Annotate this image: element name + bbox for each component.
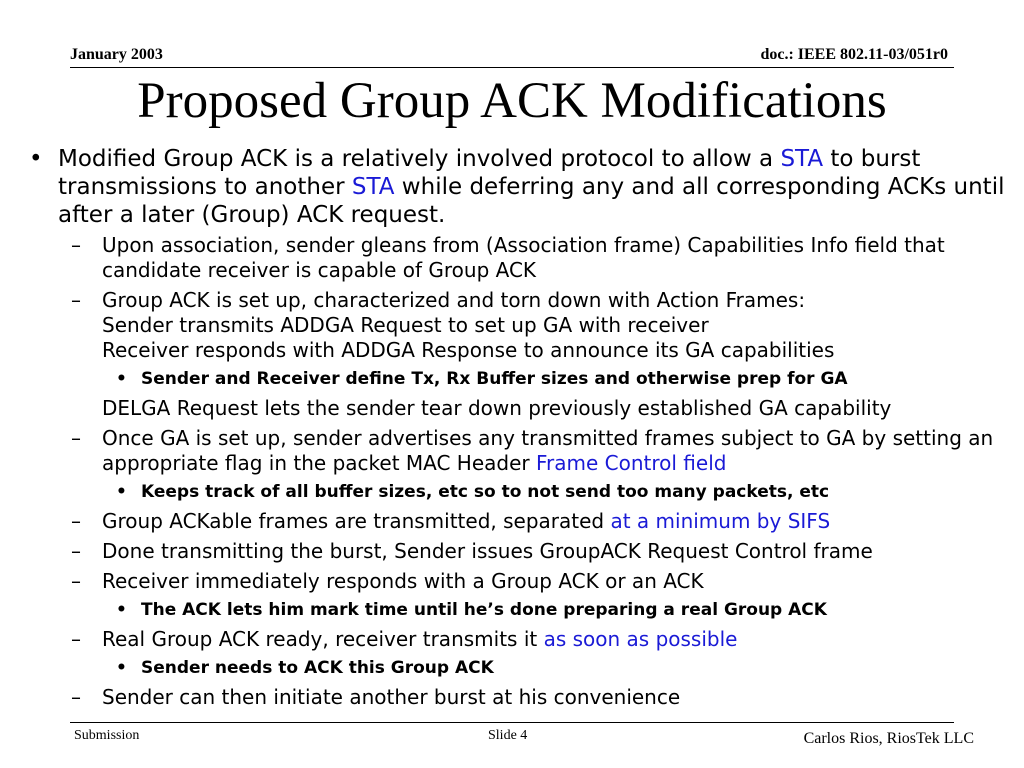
sub-bullet-advertise: [18, 426, 1008, 476]
subsub-bullet-track-buffers: [18, 481, 1008, 503]
sifs-text: at a minimum by SIFS: [610, 509, 831, 533]
subsub-bullet-mark-time: [18, 599, 1008, 621]
frame-control-field-text: Frame Control field: [535, 451, 727, 475]
footer-slide-number: Slide 4: [488, 728, 528, 743]
sub-bullet-line: Receiver responds with ADDGA Response to announce its GA capabilities: [102, 338, 835, 362]
header-date: January 2003: [70, 46, 163, 63]
sub-bullet-action-frames: [18, 288, 1008, 363]
header-doc-number: doc.: IEEE 802.11-03/051r0: [760, 46, 948, 63]
dash-marker: –: [71, 288, 81, 312]
footer-divider: [70, 722, 954, 723]
subsub-bullet-text: Sender and Receiver define Tx, Rx Buffer sizes and otherwise prep for GA: [141, 369, 848, 389]
bullet-marker: •: [116, 369, 127, 389]
main-text-b: to burst transmissions to another: [58, 146, 921, 200]
dash-marker: –: [71, 627, 81, 651]
footer-submission: Submission: [74, 728, 140, 743]
sub-bullet-text: Receiver immediately responds with a Group ACK or an ACK: [102, 569, 704, 593]
main-text-a: Modified Group ACK is a relatively involved protocol to allow a: [58, 146, 781, 172]
sub-bullet-line: Group ACK is set up, characterized and torn down with Action Frames:: [102, 288, 806, 312]
sub-bullet-text: Group ACKable frames are transmitted, separated: [102, 509, 611, 533]
subsub-bullet-text: The ACK lets him mark time until he’s done preparing a real Group ACK: [141, 600, 827, 620]
subsub-bullet-text: Sender needs to ACK this Group ACK: [141, 658, 494, 678]
delga-continuation: DELGA Request lets the sender tear down previously established GA capability: [102, 396, 892, 420]
sub-bullet-transmitted: [18, 509, 1008, 534]
slide-title: Proposed Group ACK Modifications: [137, 73, 887, 129]
main-sta-1: STA: [780, 146, 824, 172]
bullet-marker: •: [29, 146, 43, 172]
dash-marker: –: [71, 539, 81, 563]
bullet-marker: •: [116, 658, 127, 678]
sub-bullet-text: Upon association, sender gleans from (Association frame) Capabilities Info field that candidate receiver is capable of Group ACK: [102, 233, 945, 282]
dash-marker: –: [71, 685, 81, 709]
sub-bullet-real-group-ack: [18, 627, 1008, 652]
dash-marker: –: [71, 426, 81, 450]
dash-marker: –: [71, 233, 81, 257]
asap-text: as soon as possible: [543, 627, 738, 651]
sub-bullet-association: [18, 233, 1008, 283]
bullet-marker: •: [116, 600, 127, 620]
header-divider: [70, 67, 954, 68]
main-text-c: while deferring any and all corresponding ACKs until after a later (Group) ACK request.: [58, 174, 1005, 228]
main-bullet: [18, 145, 1008, 229]
sub-bullet-text: Real Group ACK ready, receiver transmits it: [102, 627, 544, 651]
dash-marker: –: [71, 569, 81, 593]
sub-bullet-text: Done transmitting the burst, Sender issues GroupACK Request Control frame: [102, 539, 873, 563]
slide-body: [18, 145, 1008, 715]
sub-bullet-text: Once GA is set up, sender advertises any transmitted frames subject to GA by setting an appropriate flag in the packet MAC Header: [102, 426, 994, 475]
main-sta-2: STA: [351, 174, 395, 200]
subsub-bullet-ack-group-ack: [18, 657, 1008, 679]
bullet-marker: •: [116, 482, 127, 502]
sub-bullet-receiver-responds: [18, 569, 1008, 594]
footer-author: Carlos Rios, RiosTek LLC: [803, 730, 974, 747]
sub-bullet-burst-done: [18, 539, 1008, 564]
sub-bullet-text: Sender can then initiate another burst at his convenience: [102, 685, 681, 709]
sub-bullet-next-burst: [18, 685, 1008, 710]
dash-marker: –: [71, 509, 81, 533]
subsub-bullet-buffer-sizes: [18, 368, 1008, 390]
subsub-bullet-text: Keeps track of all buffer sizes, etc so to not send too many packets, etc: [141, 482, 830, 502]
sub-bullet-line: Sender transmits ADDGA Request to set up GA with receiver: [102, 313, 709, 337]
